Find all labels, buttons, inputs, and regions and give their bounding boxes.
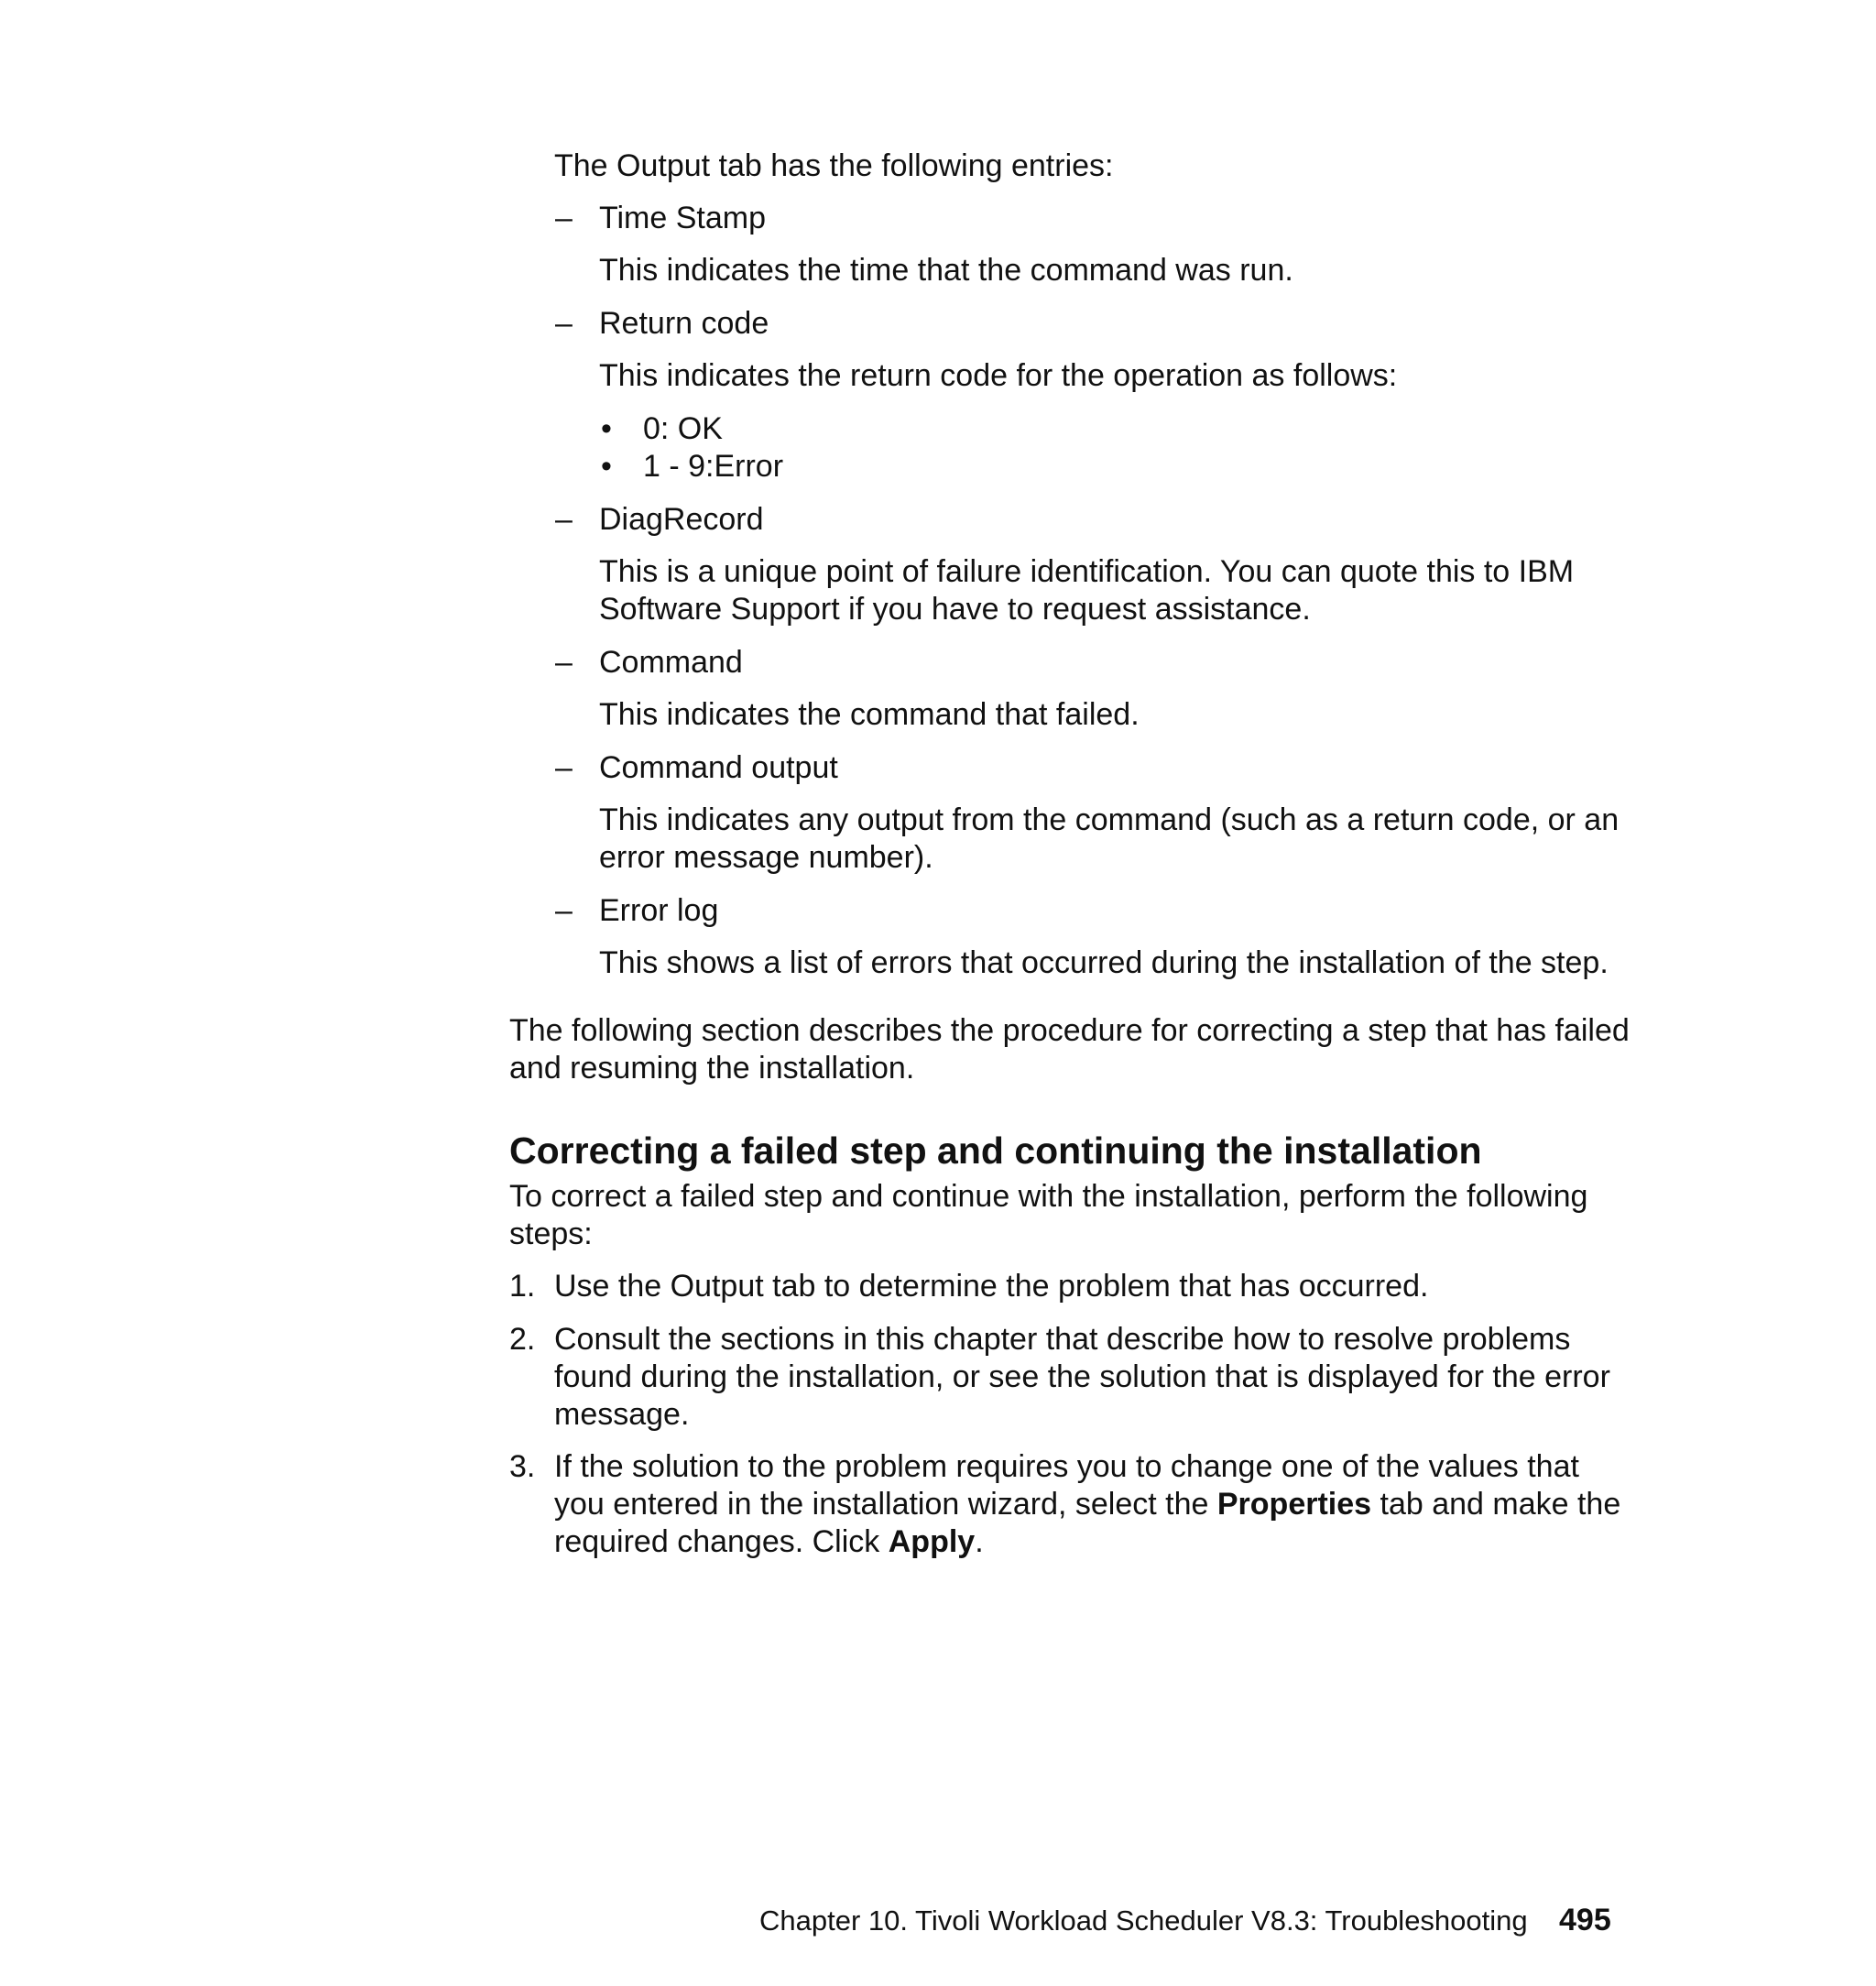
step-3-line2-text-a: you entered in the installation wizard, select the: [554, 1487, 1217, 1522]
step-3-line3-text-c: .: [975, 1524, 984, 1559]
entry-term-return-code: Return code: [599, 306, 769, 341]
dash-marker: –: [555, 645, 573, 680]
step-number: 2.: [509, 1322, 536, 1357]
return-code-error: 1 - 9:Error: [643, 449, 784, 484]
return-code-ok: 0: OK: [643, 411, 723, 446]
bullet-marker: •: [601, 411, 612, 446]
entry-term-command-output: Command output: [599, 750, 838, 785]
step-1-text: Use the Output tab to determine the problem that has occurred.: [554, 1269, 1429, 1304]
dash-marker: –: [555, 306, 573, 341]
step-3-line2-text-c: tab and make the: [1371, 1487, 1621, 1522]
section-heading: Correcting a failed step and continuing the installation: [509, 1129, 1482, 1172]
entry-desc-command: This indicates the command that failed.: [599, 697, 1140, 732]
dash-marker: –: [555, 201, 573, 235]
entry-term-diagrecord: DiagRecord: [599, 502, 764, 537]
properties-term: Properties: [1216, 1487, 1372, 1522]
entry-desc-error-log: This shows a list of errors that occurred during the installation of the step.: [599, 945, 1609, 980]
dash-marker: –: [555, 502, 573, 537]
entry-desc-time-stamp: This indicates the time that the command was run.: [599, 253, 1293, 288]
step-2-line2: found during the installation, or see the solution that is displayed for the error: [554, 1359, 1610, 1394]
dash-marker: –: [555, 893, 573, 928]
dash-marker: –: [555, 750, 573, 785]
entry-desc-return-code: This indicates the return code for the operation as follows:: [599, 358, 1398, 393]
following-section-line1: The following section describes the procedure for correcting a step that has failed: [509, 1013, 1630, 1048]
step-number: 1.: [509, 1269, 536, 1304]
step-3-line1: If the solution to the problem requires you to change one of the values that: [554, 1449, 1579, 1484]
footer-page-number: 495: [1559, 1903, 1611, 1937]
entry-term-command: Command: [599, 645, 743, 680]
output-tab-intro: The Output tab has the following entries:: [554, 148, 1114, 183]
entry-desc-command-output-line2: error message number).: [599, 840, 933, 875]
section-intro-line2: steps:: [509, 1217, 593, 1251]
step-2-line3: message.: [554, 1397, 690, 1432]
entry-term-error-log: Error log: [599, 893, 719, 928]
entry-desc-diagrecord-line1: This is a unique point of failure identification. You can quote this to IBM: [599, 554, 1575, 589]
step-3-line3: [554, 1523, 984, 1561]
step-3-line2: [554, 1486, 1620, 1523]
footer-chapter-title: Chapter 10. Tivoli Workload Scheduler V8.3: Troubleshooting: [759, 1904, 1528, 1937]
entry-term-time-stamp: Time Stamp: [599, 201, 767, 235]
entry-desc-diagrecord-line2: Software Support if you have to request assistance.: [599, 592, 1311, 627]
bullet-marker: •: [601, 449, 612, 484]
section-intro-line1: To correct a failed step and continue with the installation, perform the following: [509, 1179, 1588, 1214]
entry-desc-command-output-line1: This indicates any output from the command (such as a return code, or an: [599, 802, 1620, 837]
step-number: 3.: [509, 1449, 536, 1484]
apply-term: Apply: [888, 1524, 976, 1559]
following-section-line2: and resuming the installation.: [509, 1051, 915, 1086]
step-2-line1: Consult the sections in this chapter that describe how to resolve problems: [554, 1322, 1571, 1357]
step-3-line3-text-a: required changes. Click: [554, 1524, 889, 1559]
